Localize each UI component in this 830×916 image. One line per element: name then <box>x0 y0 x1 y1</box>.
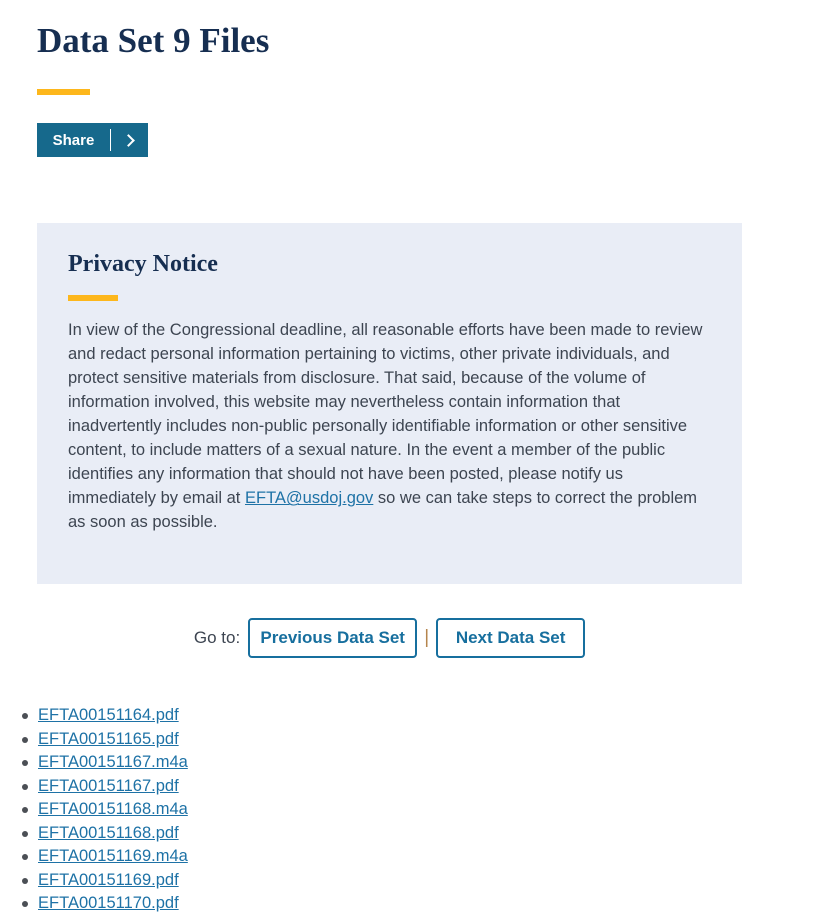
file-list-item <box>38 751 830 775</box>
file-list-item <box>38 822 830 846</box>
file-list-item <box>38 892 830 916</box>
file-list-item <box>38 728 830 752</box>
privacy-notice-body <box>68 318 711 534</box>
go-to-label: Go to: <box>193 628 241 648</box>
privacy-gold-divider <box>68 295 118 301</box>
file-list-item <box>38 845 830 869</box>
file-link[interactable]: EFTA00151169.pdf <box>38 870 179 889</box>
file-link[interactable]: EFTA00151164.pdf <box>38 706 179 725</box>
file-link[interactable]: EFTA00151168.pdf <box>38 823 179 842</box>
share-button[interactable] <box>37 123 148 157</box>
title-gold-divider <box>37 89 90 95</box>
file-list-item <box>38 798 830 822</box>
file-link[interactable]: EFTA00151165.pdf <box>38 729 179 748</box>
file-list-item <box>38 869 830 893</box>
page-content <box>0 20 830 916</box>
chevron-right-icon <box>111 136 148 145</box>
share-button-label: Share <box>52 131 95 149</box>
file-link[interactable]: EFTA00151169.m4a <box>38 847 188 866</box>
file-link[interactable]: EFTA00151167.pdf <box>38 776 179 795</box>
file-link[interactable]: EFTA00151170.pdf <box>38 894 179 913</box>
privacy-text-before-link: In view of the Congressional deadline, all reasonable efforts have been made to review and redact personal information pertaining to victims, other private individuals, and protect sensitive materials from disclosure. That said, because of the volume of information involved, this website may nevertheless contain information that inadvertently includes non-public personally identifiable information or other sensitive content, to include matters of a sexual nature. In the event a member of the public identifies any information that should not have been posted, please notify us immediately by email at <box>68 321 703 508</box>
dataset-pager <box>37 618 742 658</box>
privacy-text-after-link: so we can take steps to correct the problem as soon as possible. <box>68 489 698 532</box>
privacy-notice-panel <box>37 223 742 584</box>
privacy-notice-heading: Privacy Notice <box>68 251 218 278</box>
previous-data-set-button[interactable]: Previous Data Set <box>248 618 417 658</box>
file-link[interactable]: EFTA00151168.m4a <box>38 800 188 819</box>
file-link[interactable]: EFTA00151167.m4a <box>38 753 188 772</box>
page-title: Data Set 9 Files <box>37 21 270 60</box>
efta-email-link[interactable]: EFTA@usdoj.gov <box>244 489 374 508</box>
pager-separator: | <box>424 627 430 649</box>
file-list-item <box>38 775 830 799</box>
file-list <box>0 704 830 916</box>
file-list-item <box>38 704 830 728</box>
next-data-set-button[interactable]: Next Data Set <box>436 618 585 658</box>
